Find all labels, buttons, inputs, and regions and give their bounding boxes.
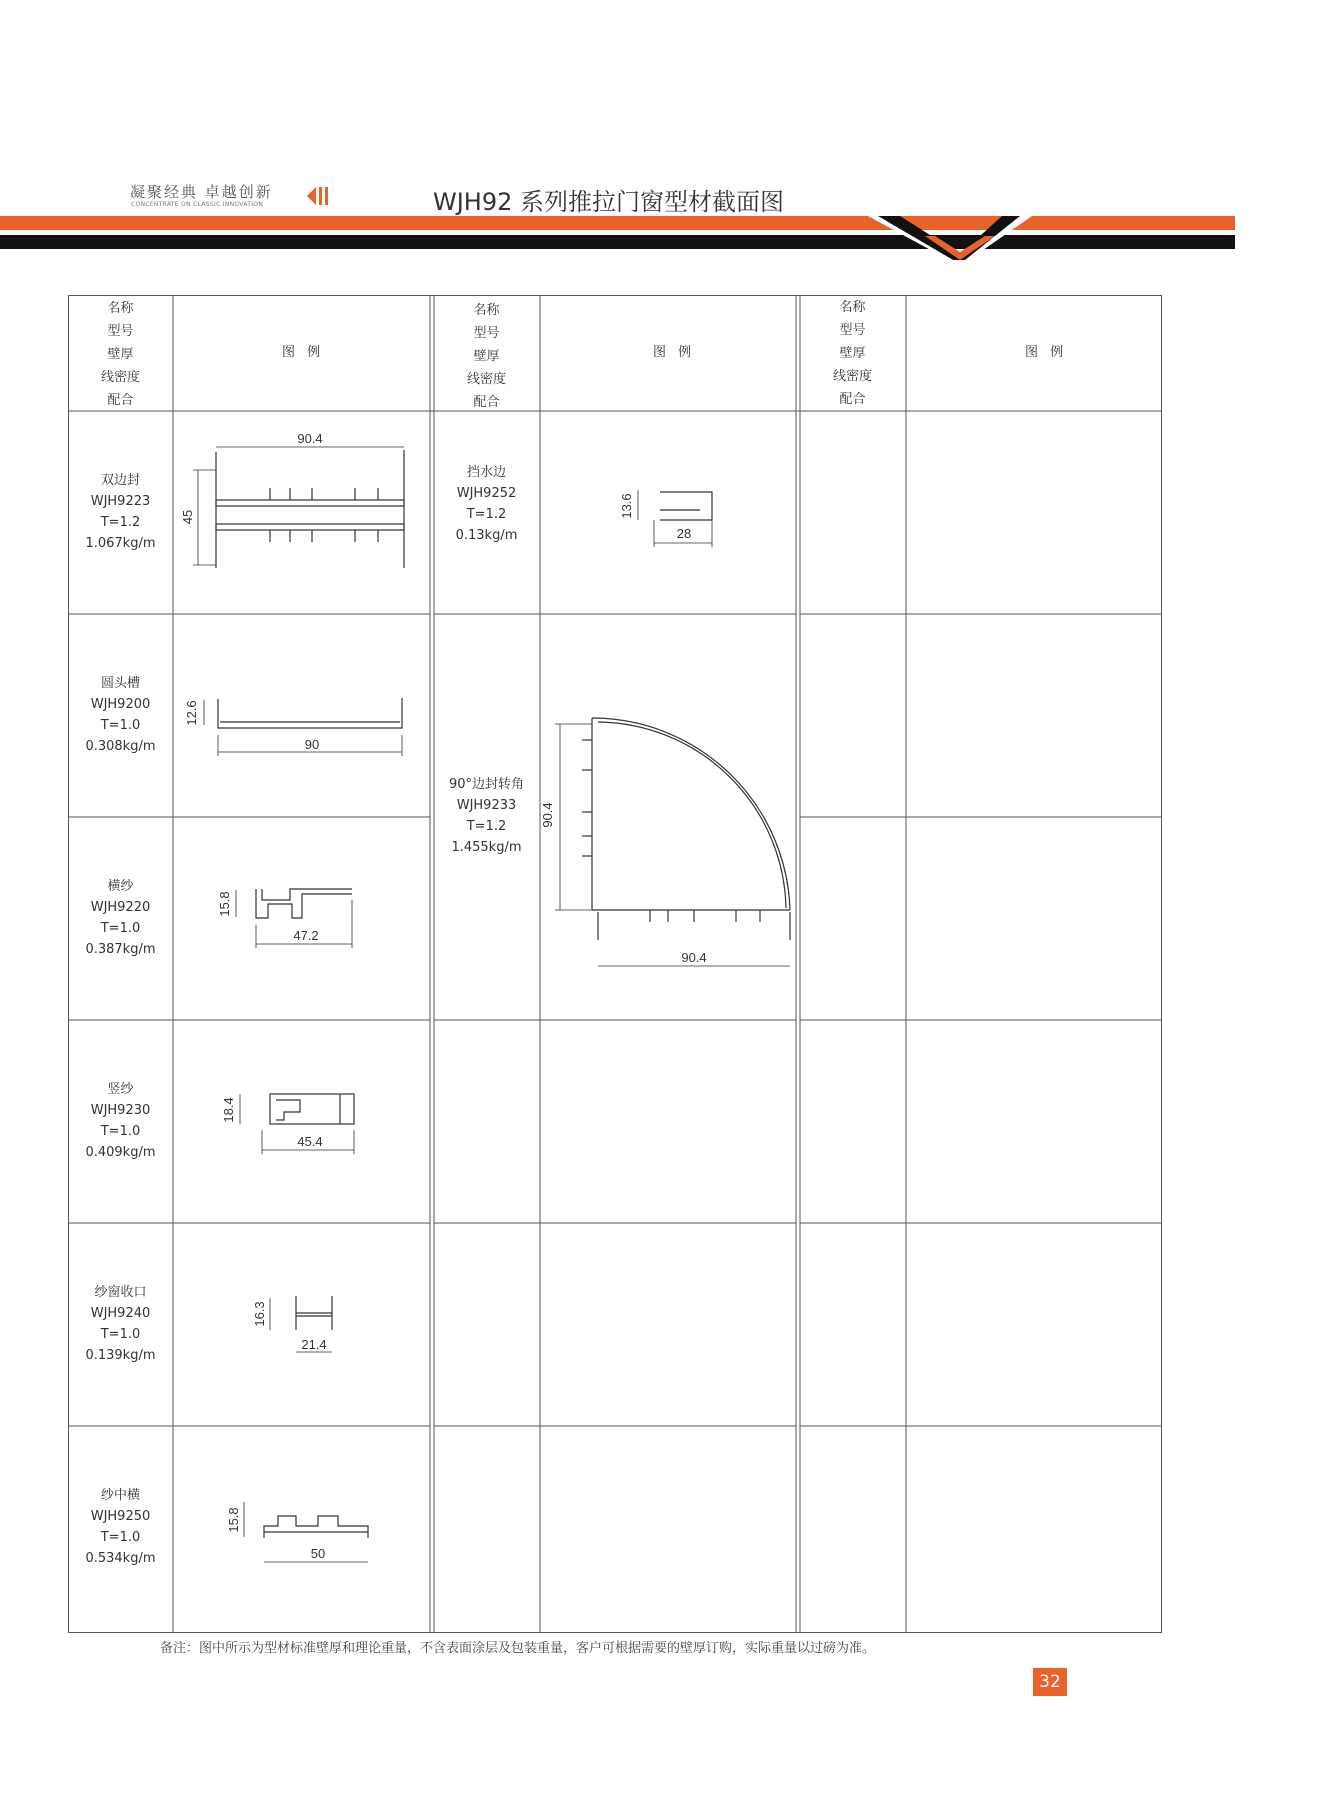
profile-info-wjh9223: 双边封 WJH9223 T=1.2 1.067kg/m [85,473,156,551]
drawing-wjh9200 [204,698,402,756]
dim-wjh9233-height: 90.4 [540,802,555,828]
dim-wjh9240-width: 21.4 [301,1337,327,1352]
profile-info-wjh9252: 挡水边 WJH9252 T=1.2 0.13kg/m [455,465,518,543]
dim-wjh9233-width: 90.4 [681,950,707,965]
dim-wjh9223-height: 45 [180,509,195,525]
name-header-col2: 名称 型号 壁厚 线密度 配合 [466,303,506,410]
dim-wjh9223-width: 90.4 [297,431,323,446]
drawing-wjh9233 [555,718,790,966]
name-header-col3: 名称 型号 壁厚 线密度 配合 [832,300,872,407]
figure-header-col2: 图 例 [653,345,696,360]
drawing-wjh9223 [193,447,404,568]
dim-wjh9200-width: 90 [304,737,320,752]
name-header-col1: 名称 型号 壁厚 线密度 配合 [100,301,140,408]
header-slogan: 凝聚经典 卓越创新 [130,183,273,201]
profile-info-wjh9233: 90°边封转角 WJH9233 T=1.2 1.455kg/m [448,777,525,855]
profile-info-wjh9200: 圆头槽 WJH9200 T=1.0 0.308kg/m [85,676,156,754]
dim-wjh9250-height: 15.8 [226,1507,241,1533]
dim-wjh9252-height: 13.6 [619,493,634,519]
dim-wjh9230-height: 18.4 [221,1097,236,1123]
dim-wjh9250-width: 50 [310,1546,326,1561]
profile-info-wjh9240: 纱窗收口 WJH9240 T=1.0 0.139kg/m [85,1285,156,1363]
drawing-wjh9250 [244,1502,368,1562]
dim-wjh9200-height: 12.6 [184,700,199,726]
dim-wjh9230-width: 45.4 [297,1134,323,1149]
drawings-group [180,431,790,1562]
dim-wjh9252-width: 28 [676,526,692,541]
profile-info-wjh9230: 竖纱 WJH9230 T=1.0 0.409kg/m [85,1082,156,1160]
dim-wjh9220-height: 15.8 [217,891,232,917]
header-slogan-en: CONCENTRATE ON CLASSIC INNOVATION [131,201,264,208]
drawing-wjh9252 [638,490,712,547]
footer-note: 备注：图中所示为型材标准壁厚和理论重量，不含表面涂层及包装重量，客户可根据需要的壁厚订购，实际重量以过磅为准。 [160,1641,876,1656]
figure-header-col1: 图 例 [282,345,325,360]
page-title: WJH92 系列推拉门窗型材截面图 [433,188,785,216]
dim-wjh9220-width: 47.2 [293,928,319,943]
figure-header-col3: 图 例 [1025,345,1068,360]
dim-wjh9240-height: 16.3 [252,1301,267,1327]
profile-info-wjh9220: 横纱 WJH9220 T=1.0 0.387kg/m [85,879,156,957]
page-number: 32 [1033,1668,1067,1696]
profile-info-wjh9250: 纱中横 WJH9250 T=1.0 0.534kg/m [85,1488,156,1566]
